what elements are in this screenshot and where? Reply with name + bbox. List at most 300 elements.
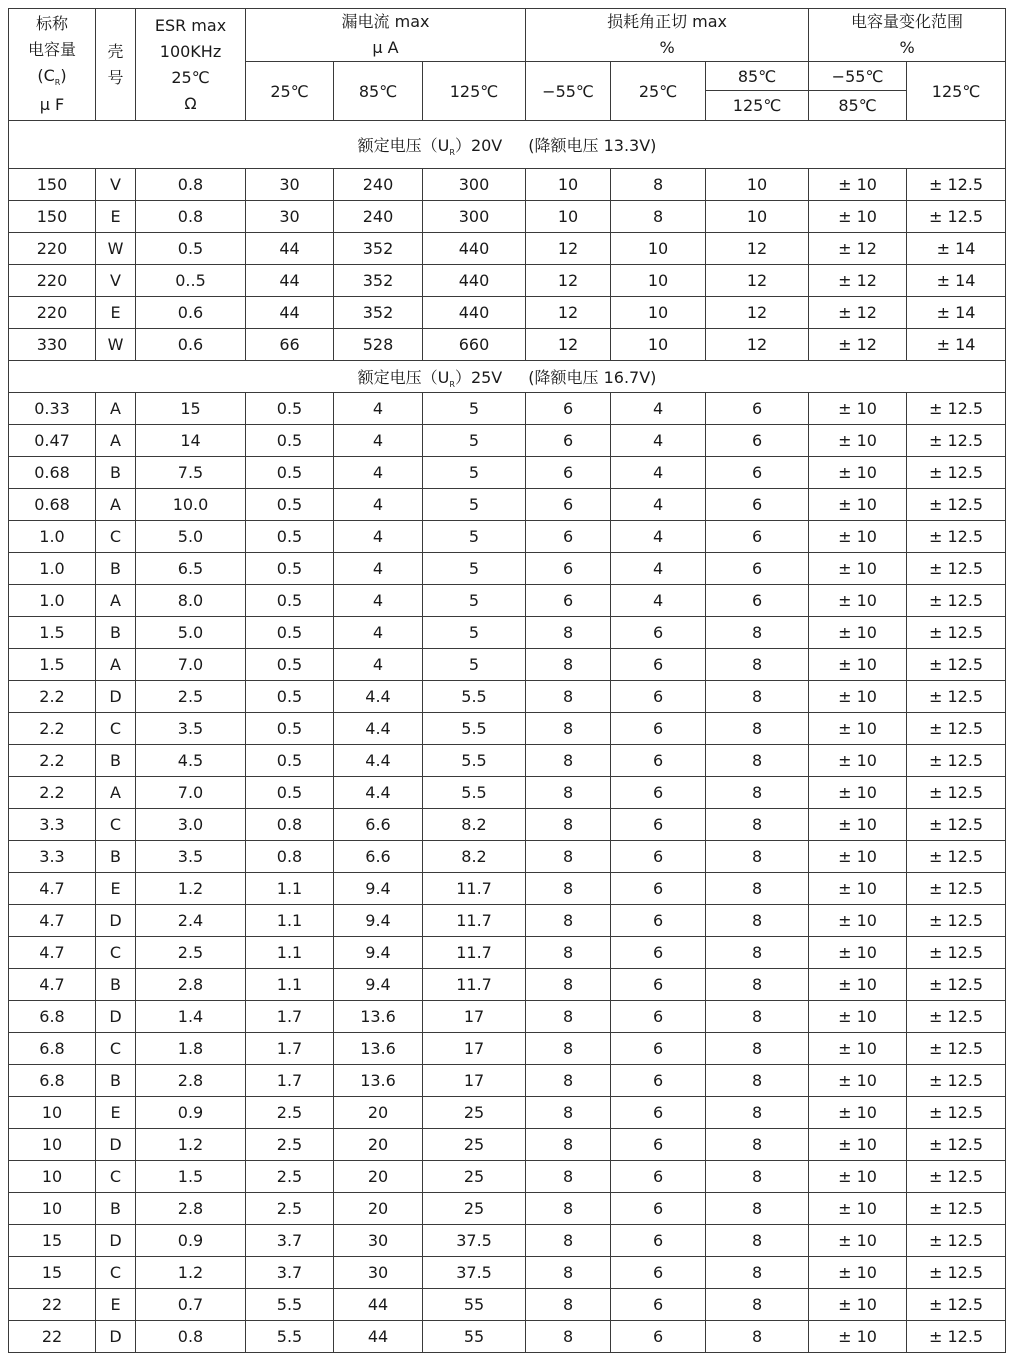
table-cell: 8 [706, 1289, 809, 1321]
table-cell: 5 [423, 489, 526, 521]
table-cell: ± 12.5 [907, 1001, 1006, 1033]
table-cell: 25 [423, 1161, 526, 1193]
table-cell: 5.5 [246, 1321, 334, 1353]
table-cell: ± 10 [809, 1129, 907, 1161]
table-cell: 20 [334, 1097, 423, 1129]
table-cell: 6 [611, 841, 706, 873]
table-cell: 0.5 [246, 745, 334, 777]
table-cell: 30 [246, 201, 334, 233]
table-cell: 0.9 [136, 1225, 246, 1257]
table-cell: D [96, 1001, 136, 1033]
table-cell: 4.7 [9, 905, 96, 937]
table-cell: ± 12.5 [907, 1289, 1006, 1321]
table-cell: 6.6 [334, 809, 423, 841]
table-cell: 8 [706, 745, 809, 777]
table-cell: 8 [611, 201, 706, 233]
table-cell: ± 14 [907, 329, 1006, 361]
table-row [9, 969, 1006, 1001]
table-cell: 1.5 [9, 649, 96, 681]
table-cell: ± 12.5 [907, 937, 1006, 969]
table-cell: 2.2 [9, 713, 96, 745]
table-cell: D [96, 905, 136, 937]
table-cell: 12 [706, 233, 809, 265]
table-cell: 8 [706, 937, 809, 969]
cap-change-col-125: 125℃ [907, 62, 1006, 121]
table-cell: 6 [611, 1097, 706, 1129]
table-cell: ± 12.5 [907, 617, 1006, 649]
table-cell: 10 [706, 169, 809, 201]
table-cell: 4.4 [334, 745, 423, 777]
table-cell: 8 [706, 873, 809, 905]
table-row [9, 937, 1006, 969]
table-cell: 6 [611, 1161, 706, 1193]
table-cell: 8 [706, 1001, 809, 1033]
dissipation-header: 损耗角正切 max % [526, 9, 809, 62]
table-row [9, 713, 1006, 745]
table-cell: A [96, 393, 136, 425]
table-cell: 8 [526, 1097, 611, 1129]
table-cell: 0.5 [246, 649, 334, 681]
table-cell: 6 [526, 585, 611, 617]
table-cell: 0.68 [9, 489, 96, 521]
table-cell: 14 [136, 425, 246, 457]
table-cell: 1.2 [136, 1257, 246, 1289]
table-cell: 10 [706, 201, 809, 233]
table-cell: 8 [526, 873, 611, 905]
table-cell: 6 [526, 489, 611, 521]
table-row [9, 1289, 1006, 1321]
table-cell: 4 [334, 521, 423, 553]
table-row [9, 169, 1006, 201]
table-cell: 8 [526, 1033, 611, 1065]
table-cell: E [96, 1289, 136, 1321]
table-cell: 12 [706, 329, 809, 361]
table-cell: 6.6 [334, 841, 423, 873]
table-cell: 5 [423, 393, 526, 425]
table-cell: 30 [246, 169, 334, 201]
table-cell: 6 [611, 649, 706, 681]
table-cell: 6 [611, 1225, 706, 1257]
table-cell: 1.8 [136, 1033, 246, 1065]
table-cell: 8 [526, 777, 611, 809]
table-cell: W [96, 233, 136, 265]
dissipation-col-25: 25℃ [611, 62, 706, 121]
table-cell: ± 10 [809, 649, 907, 681]
table-cell: 5.5 [423, 777, 526, 809]
table-cell: ± 12.5 [907, 169, 1006, 201]
table-cell: 17 [423, 1065, 526, 1097]
table-cell: 0.33 [9, 393, 96, 425]
table-cell: 300 [423, 169, 526, 201]
table-cell: 4 [611, 489, 706, 521]
table-cell: 6 [611, 969, 706, 1001]
table-cell: 6.8 [9, 1001, 96, 1033]
table-cell: 17 [423, 1033, 526, 1065]
table-cell: ± 12.5 [907, 393, 1006, 425]
table-cell: D [96, 1321, 136, 1353]
table-cell: 4.7 [9, 873, 96, 905]
table-cell: 4.7 [9, 937, 96, 969]
table-cell: 22 [9, 1321, 96, 1353]
table-cell: 11.7 [423, 905, 526, 937]
table-cell: 1.1 [246, 937, 334, 969]
section-header-row [9, 361, 1006, 393]
table-cell: 5 [423, 649, 526, 681]
table-cell: 4 [334, 553, 423, 585]
table-cell: 6 [526, 457, 611, 489]
table-cell: 8 [526, 969, 611, 1001]
table-cell: A [96, 649, 136, 681]
leakage-header: 漏电流 max μ A [246, 9, 526, 62]
table-cell: 330 [9, 329, 96, 361]
table-cell: 7.0 [136, 649, 246, 681]
table-cell: 9.4 [334, 969, 423, 1001]
table-cell: 8 [706, 617, 809, 649]
table-cell: ± 10 [809, 1001, 907, 1033]
table-cell: 8 [706, 1129, 809, 1161]
spec-table [8, 8, 1006, 1353]
table-cell: 2.5 [246, 1129, 334, 1161]
table-cell: 3.7 [246, 1257, 334, 1289]
table-cell: 6 [526, 553, 611, 585]
table-cell: V [96, 169, 136, 201]
table-cell: ± 10 [809, 681, 907, 713]
table-cell: 8 [706, 809, 809, 841]
table-cell: ± 10 [809, 1161, 907, 1193]
table-cell: 300 [423, 201, 526, 233]
table-cell: ± 10 [809, 1097, 907, 1129]
table-cell: 4 [334, 585, 423, 617]
leakage-col-125: 125℃ [423, 62, 526, 121]
table-cell: 20 [334, 1129, 423, 1161]
table-cell: B [96, 553, 136, 585]
table-cell: 44 [246, 297, 334, 329]
table-row [9, 809, 1006, 841]
table-cell: 240 [334, 201, 423, 233]
table-row [9, 457, 1006, 489]
table-cell: 4 [334, 457, 423, 489]
table-cell: B [96, 1065, 136, 1097]
table-row [9, 1065, 1006, 1097]
table-cell: 8 [706, 681, 809, 713]
table-cell: A [96, 585, 136, 617]
table-cell: 2.2 [9, 681, 96, 713]
table-cell: 13.6 [334, 1033, 423, 1065]
table-cell: 2.8 [136, 1065, 246, 1097]
table-cell: 8 [706, 1257, 809, 1289]
table-cell: 1.7 [246, 1065, 334, 1097]
table-cell: ± 10 [809, 521, 907, 553]
table-row [9, 1321, 1006, 1353]
table-row [9, 1001, 1006, 1033]
table-cell: 1.1 [246, 873, 334, 905]
table-cell: ± 12.5 [907, 873, 1006, 905]
table-row [9, 201, 1006, 233]
table-cell: 8 [706, 1161, 809, 1193]
table-cell: 6 [706, 393, 809, 425]
table-cell: 4.4 [334, 713, 423, 745]
table-row [9, 489, 1006, 521]
table-cell: 6 [611, 681, 706, 713]
table-row [9, 1257, 1006, 1289]
section-label: 额定电压$(U_R)25V$ (降额电压 16.7V) [9, 361, 1006, 393]
table-cell: C [96, 1033, 136, 1065]
table-cell: ± 12.5 [907, 1257, 1006, 1289]
table-cell: 0.5 [246, 553, 334, 585]
table-cell: 6 [611, 1257, 706, 1289]
table-cell: 11.7 [423, 937, 526, 969]
table-cell: ± 12 [809, 233, 907, 265]
table-cell: 11.7 [423, 969, 526, 1001]
table-cell: 0.5 [246, 393, 334, 425]
table-cell: 5.5 [423, 681, 526, 713]
table-row [9, 1097, 1006, 1129]
table-cell: 10 [9, 1193, 96, 1225]
table-cell: 8 [526, 1321, 611, 1353]
table-cell: 12 [706, 265, 809, 297]
table-cell: 8 [526, 1001, 611, 1033]
table-cell: 6 [526, 521, 611, 553]
table-cell: ± 10 [809, 937, 907, 969]
table-cell: 12 [706, 297, 809, 329]
table-cell: 2.5 [246, 1193, 334, 1225]
table-cell: 3.3 [9, 841, 96, 873]
table-cell: ± 12.5 [907, 745, 1006, 777]
table-cell: ± 10 [809, 969, 907, 1001]
table-cell: 1.7 [246, 1033, 334, 1065]
table-cell: 8 [706, 841, 809, 873]
table-cell: 6.8 [9, 1065, 96, 1097]
table-cell: 0.5 [246, 489, 334, 521]
table-cell: 6 [611, 1321, 706, 1353]
table-cell: ± 10 [809, 1289, 907, 1321]
table-cell: 0.68 [9, 457, 96, 489]
table-cell: 0.8 [136, 201, 246, 233]
table-cell: 4 [611, 585, 706, 617]
table-cell: 0.5 [246, 713, 334, 745]
table-cell: 66 [246, 329, 334, 361]
table-cell: 15 [9, 1257, 96, 1289]
table-cell: B [96, 1193, 136, 1225]
table-cell: 6 [706, 425, 809, 457]
table-cell: 10 [611, 297, 706, 329]
table-cell: 5 [423, 521, 526, 553]
table-cell: 0.5 [246, 425, 334, 457]
table-cell: ± 10 [809, 841, 907, 873]
table-cell: 1.7 [246, 1001, 334, 1033]
table-cell: 6 [611, 617, 706, 649]
table-cell: C [96, 1257, 136, 1289]
table-cell: 8 [526, 937, 611, 969]
table-cell: 150 [9, 201, 96, 233]
table-cell: ± 12.5 [907, 201, 1006, 233]
table-cell: 5 [423, 457, 526, 489]
table-cell: ± 12.5 [907, 1161, 1006, 1193]
table-cell: 25 [423, 1097, 526, 1129]
table-cell: 0.5 [136, 233, 246, 265]
table-cell: 5.0 [136, 521, 246, 553]
table-cell: 8 [706, 713, 809, 745]
table-cell: 3.0 [136, 809, 246, 841]
table-cell: 1.0 [9, 521, 96, 553]
table-cell: 8 [526, 1161, 611, 1193]
leakage-col-85: 85℃ [334, 62, 423, 121]
table-cell: 5 [423, 585, 526, 617]
table-cell: 55 [423, 1289, 526, 1321]
table-cell: ± 12.5 [907, 1321, 1006, 1353]
table-cell: 0.5 [246, 457, 334, 489]
table-cell: 8 [526, 617, 611, 649]
table-cell: 8 [526, 745, 611, 777]
table-cell: 20 [334, 1161, 423, 1193]
table-cell: 12 [526, 329, 611, 361]
table-cell: 8.2 [423, 809, 526, 841]
table-cell: 2.5 [246, 1097, 334, 1129]
table-cell: 1.1 [246, 905, 334, 937]
table-cell: B [96, 969, 136, 1001]
table-cell: 10 [9, 1097, 96, 1129]
table-cell: 8 [526, 841, 611, 873]
table-row [9, 233, 1006, 265]
capacitance-header: 标称 电容量 $(C_R)$ μ F [9, 9, 96, 121]
table-cell: ± 12.5 [907, 425, 1006, 457]
table-cell: 528 [334, 329, 423, 361]
table-cell: ± 10 [809, 873, 907, 905]
table-body [9, 121, 1006, 1353]
table-cell: ± 12.5 [907, 553, 1006, 585]
table-row [9, 1161, 1006, 1193]
table-cell: A [96, 777, 136, 809]
table-cell: 440 [423, 233, 526, 265]
table-cell: ± 10 [809, 553, 907, 585]
table-cell: 37.5 [423, 1225, 526, 1257]
table-cell: B [96, 617, 136, 649]
table-cell: ± 10 [809, 1033, 907, 1065]
table-cell: 25 [423, 1193, 526, 1225]
table-cell: 0.8 [246, 809, 334, 841]
table-row [9, 649, 1006, 681]
table-cell: ± 12.5 [907, 809, 1006, 841]
table-cell: 22 [9, 1289, 96, 1321]
table-cell: 6 [611, 809, 706, 841]
table-cell: 8 [706, 1321, 809, 1353]
table-cell: 6 [706, 553, 809, 585]
table-cell: 10 [611, 265, 706, 297]
table-cell: 15 [9, 1225, 96, 1257]
table-cell: C [96, 1161, 136, 1193]
table-cell: D [96, 1129, 136, 1161]
table-row [9, 425, 1006, 457]
table-cell: 6 [706, 489, 809, 521]
table-cell: 8 [706, 1193, 809, 1225]
table-cell: ± 10 [809, 905, 907, 937]
table-cell: 5.5 [246, 1289, 334, 1321]
table-cell: 3.5 [136, 713, 246, 745]
table-cell: 2.2 [9, 777, 96, 809]
table-cell: 4.5 [136, 745, 246, 777]
table-cell: E [96, 297, 136, 329]
table-cell: 6.5 [136, 553, 246, 585]
table-cell: ± 10 [809, 489, 907, 521]
table-cell: 2.5 [136, 681, 246, 713]
table-cell: ± 10 [809, 777, 907, 809]
table-cell: 8 [706, 1033, 809, 1065]
table-cell: 3.5 [136, 841, 246, 873]
table-cell: 9.4 [334, 873, 423, 905]
table-cell: C [96, 937, 136, 969]
table-cell: 0.7 [136, 1289, 246, 1321]
table-cell: 3.3 [9, 809, 96, 841]
table-cell: 0.9 [136, 1097, 246, 1129]
table-cell: 0.47 [9, 425, 96, 457]
table-cell: 8.2 [423, 841, 526, 873]
table-cell: ± 12.5 [907, 1129, 1006, 1161]
table-cell: ± 10 [809, 1321, 907, 1353]
table-cell: 240 [334, 169, 423, 201]
table-cell: ± 12.5 [907, 777, 1006, 809]
table-cell: 30 [334, 1225, 423, 1257]
table-cell: 4 [334, 393, 423, 425]
table-cell: E [96, 873, 136, 905]
table-row [9, 393, 1006, 425]
table-cell: 6 [706, 457, 809, 489]
table-cell: 0.8 [246, 841, 334, 873]
table-cell: ± 14 [907, 297, 1006, 329]
table-cell: 44 [246, 265, 334, 297]
table-cell: 25 [423, 1129, 526, 1161]
table-cell: 8 [611, 169, 706, 201]
esr-header: ESR max 100KHz 25℃ Ω [136, 9, 246, 121]
table-cell: A [96, 425, 136, 457]
section-header-row [9, 121, 1006, 169]
table-cell: 6 [706, 521, 809, 553]
table-cell: W [96, 329, 136, 361]
table-cell: ± 12 [809, 297, 907, 329]
table-cell: 44 [334, 1321, 423, 1353]
table-cell: 8.0 [136, 585, 246, 617]
table-cell: ± 12.5 [907, 905, 1006, 937]
table-cell: 4 [334, 617, 423, 649]
table-cell: ± 10 [809, 1193, 907, 1225]
table-cell: ± 10 [809, 617, 907, 649]
table-cell: E [96, 201, 136, 233]
table-cell: 352 [334, 233, 423, 265]
table-cell: 220 [9, 265, 96, 297]
table-cell: 0.5 [246, 585, 334, 617]
table-row [9, 745, 1006, 777]
table-cell: 1.2 [136, 1129, 246, 1161]
table-cell: 0.5 [246, 617, 334, 649]
table-cell: ± 12.5 [907, 1193, 1006, 1225]
table-cell: ± 10 [809, 585, 907, 617]
section-label: 额定电压$(U_R)20V$ (降额电压 13.3V) [9, 121, 1006, 169]
table-cell: 6.8 [9, 1033, 96, 1065]
table-cell: 660 [423, 329, 526, 361]
table-cell: 440 [423, 297, 526, 329]
table-cell: 6 [611, 873, 706, 905]
table-cell: 12 [526, 265, 611, 297]
table-cell: 6 [611, 1065, 706, 1097]
table-cell: 5 [423, 553, 526, 585]
table-cell: 8 [526, 905, 611, 937]
table-cell: 9.4 [334, 937, 423, 969]
table-cell: 1.0 [9, 585, 96, 617]
table-cell: 4 [611, 553, 706, 585]
table-cell: ± 12.5 [907, 649, 1006, 681]
table-cell: 10 [611, 329, 706, 361]
table-cell: 5.0 [136, 617, 246, 649]
table-cell: 6 [611, 1001, 706, 1033]
